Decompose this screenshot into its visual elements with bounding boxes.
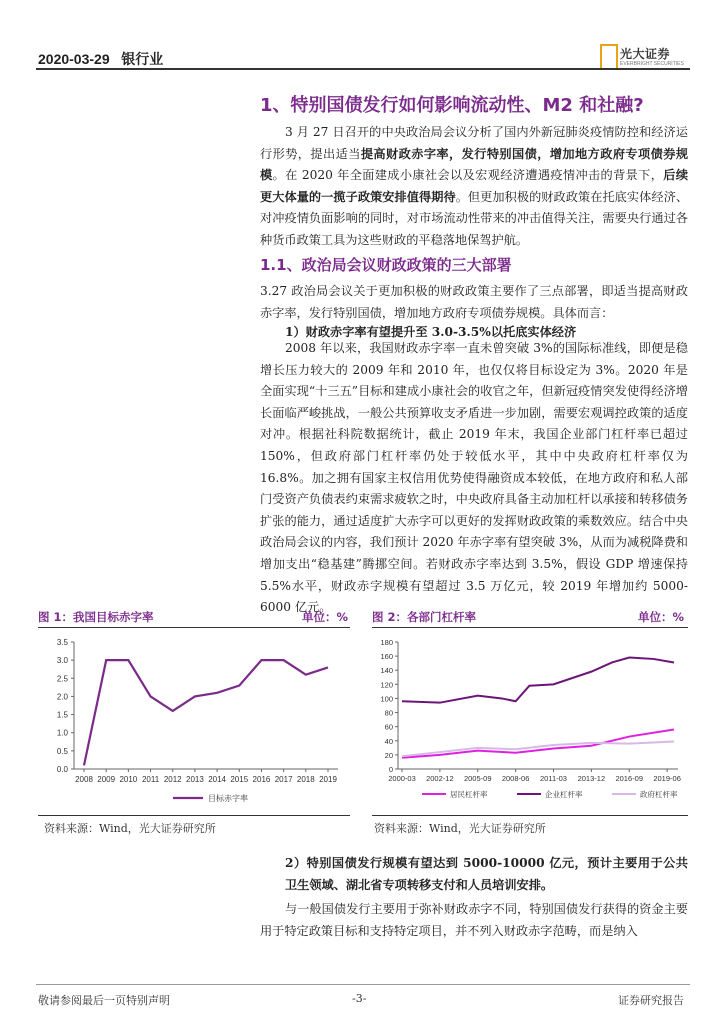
x-tick-label: 2014	[208, 775, 226, 784]
footer-report-type: 证券研究报告	[618, 994, 684, 1007]
y-tick-label: 2.5	[56, 674, 68, 684]
series-line-enterprise	[402, 658, 674, 703]
intro-paragraph	[260, 122, 688, 252]
figure-2-rule	[372, 627, 688, 628]
x-tick-label: 2011	[141, 775, 160, 784]
x-tick-label: 2015	[230, 775, 249, 784]
x-tick-label: 2013	[186, 775, 204, 784]
report-sector: 银行业	[121, 51, 164, 67]
page-number: -3-	[352, 992, 367, 1005]
legend-label-target-deficit: 目标赤字率	[208, 794, 248, 803]
y-tick-label: 2.0	[56, 692, 68, 702]
x-tick-label: 2011-03	[540, 774, 567, 783]
figure-2-bottom-rule	[372, 815, 688, 816]
figure-2-unit: 单位：%	[638, 610, 685, 624]
figure-1-unit: 单位：%	[302, 610, 349, 624]
figure-1-bottom-rule	[38, 815, 350, 816]
x-tick-label: 2018	[296, 775, 315, 784]
y-tick-label: 80	[384, 708, 393, 718]
y-tick-label: 1.0	[56, 728, 68, 738]
y-tick-label: 20	[384, 750, 393, 760]
y-tick-label: 3.5	[56, 638, 68, 647]
figure-2-source: 资料来源：Wind，光大证券研究所	[374, 822, 546, 835]
legend-label-government: 政府杠杆率	[640, 790, 678, 799]
deficit-paragraph: 2008 年以来，我国财政赤字率一直未曾突破 3%的国际标准线，即便是稳增长压力较大的 2009 年和 2010 年，也仅仅将目标设定为 3%。2020 年是全面实现“十三五”目标和建成小康社会的收官之年，但新冠疫情突发使得经济增长面临严峻挑战，一般公共预算收支矛盾进一步加剧，需要宏观调控政策的适度对冲。根据社科院数据统计，截止 2019 年末，我国企业部门杠杆率已超过 150%，但政府部门杠杆率仍处于较低水平，其中中央政府杠杆率仅为 16.8%。加之拥有国家主权信用优势使得融资成本较低，在地方政府和私人部门受资产负债表约束需求疲软之时，中央政府具备主动加杠杆以承接和转移债务扩张的能力，通过适度扩大赤字可以更好的发挥财政政策的乘数效应。结合中央政治局会议的内容，我们预计 2020 年赤字率有望突破 3%，从而为减税降费和增加支出“稳基建”腾挪空间。若财政赤字率达到 3.5%，假设 GDP 增速保持 5.5%水平，财政赤字规模有望超过 3.5 万亿元，较 2019 年增加约 5000-6000 亿元。	[260, 341, 688, 615]
report-date: 2020-03-29	[38, 51, 110, 67]
y-tick-label: 180	[380, 638, 393, 647]
header-divider	[36, 68, 690, 70]
y-tick-label: 160	[380, 652, 393, 662]
subsection-title: 1.1、政治局会议财政政策的三大部署	[260, 256, 512, 274]
x-tick-label: 2002-12	[426, 774, 454, 783]
intro-text: 。在 2020 年全面建成小康社会以及宏观经济遭遇疫情冲击的背景下，	[272, 168, 664, 183]
figure-1-source: 资料来源：Wind，光大证券研究所	[44, 822, 216, 835]
figure-1-chart	[38, 632, 350, 812]
x-tick-label: 2016	[252, 775, 271, 784]
footer-divider	[36, 984, 690, 985]
x-tick-label: 2008	[75, 775, 93, 784]
figure-1-rule	[38, 627, 350, 628]
logo-mark-icon	[600, 44, 618, 70]
logo-text: 光大证券	[620, 47, 671, 61]
x-tick-label: 2008-06	[501, 774, 530, 783]
point-1-heading: 1）财政赤字率有望提升至 3.0-3.5%以托底实体经济	[285, 325, 577, 339]
x-tick-label: 2009	[97, 775, 116, 784]
section-title: 1、特别国债发行如何影响流动性、M2 和社融?	[260, 95, 644, 116]
intro-emphasis: 后续更大体量的一揽子政策安排值得期待	[260, 168, 689, 204]
intro-text: 3 月 27 日召开的中央政治局会议分析了国内外新冠肺炎疫情防控和经济运行形势，提出适当	[260, 125, 688, 161]
x-tick-label: 2017	[274, 775, 293, 784]
footer-disclaimer: 敬请参阅最后一页特别声明	[38, 994, 170, 1007]
y-tick-label: 100	[380, 694, 393, 704]
company-logo	[600, 44, 692, 68]
x-tick-label: 2005-09	[463, 774, 492, 783]
y-tick-label: 0.5	[56, 746, 68, 756]
x-tick-label: 2000-03	[388, 774, 416, 783]
point-2-heading: 2）特别国债发行规模有望达到 5000-10000 亿元，预计主要用于公共卫生领域、湖北省专项转移支付和人员培训安排。	[285, 856, 688, 892]
y-tick-label: 1.5	[56, 710, 68, 720]
y-tick-label: 40	[384, 736, 393, 746]
y-tick-label: 0.0	[56, 765, 68, 774]
figure-2-title: 图 2：各部门杠杆率	[372, 610, 477, 624]
y-tick-label: 120	[380, 680, 393, 690]
figure-1-title: 图 1：我国目标赤字率	[38, 610, 154, 624]
x-tick-label: 2010	[119, 775, 138, 784]
intro-text: 。但更加积极的财政政策在托底实体经济、对冲疫情负面影响的同时，对市场流动性带来的冲击值得关注，需要央行通过各种货币政策工具为这些财政的平稳落地保驾护航。	[260, 189, 689, 247]
y-tick-label: 140	[380, 666, 393, 676]
x-tick-label: 2019	[319, 775, 337, 784]
logo-english: EVERBRIGHT SECURITIES	[620, 61, 684, 67]
intro-emphasis: 提高财政赤字率，发行特别国债，增加地方政府专项债券规模	[260, 146, 689, 183]
y-tick-label: 3.0	[56, 656, 68, 666]
x-tick-label: 2019-06	[653, 774, 681, 783]
x-tick-label: 2013-12	[577, 774, 606, 783]
deployment-paragraph: 3.27 政治局会议关于更加积极的财政政策主要作了三点部署，即适当提高财政赤字率，发行特别国债，增加地方政府专项债券规模。具体而言：	[260, 284, 688, 320]
x-tick-label: 2016-09	[615, 774, 644, 783]
legend-label-enterprise: 企业杠杆率	[545, 790, 583, 799]
y-tick-label: 0	[388, 765, 393, 774]
x-tick-label: 2012	[163, 775, 182, 784]
report-date-and-sector	[38, 49, 163, 69]
y-tick-label: 60	[384, 722, 393, 732]
special-bond-paragraph: 与一般国债发行主要用于弥补财政赤字不同，特别国债发行获得的资金主要用于特定政策目标和支持特定项目，并不列入财政赤字范畴，而是纳入	[260, 902, 688, 938]
figure-2-chart	[372, 632, 688, 812]
legend-label-resident: 居民杠杆率	[450, 790, 488, 799]
series-line-target-deficit	[84, 660, 328, 765]
